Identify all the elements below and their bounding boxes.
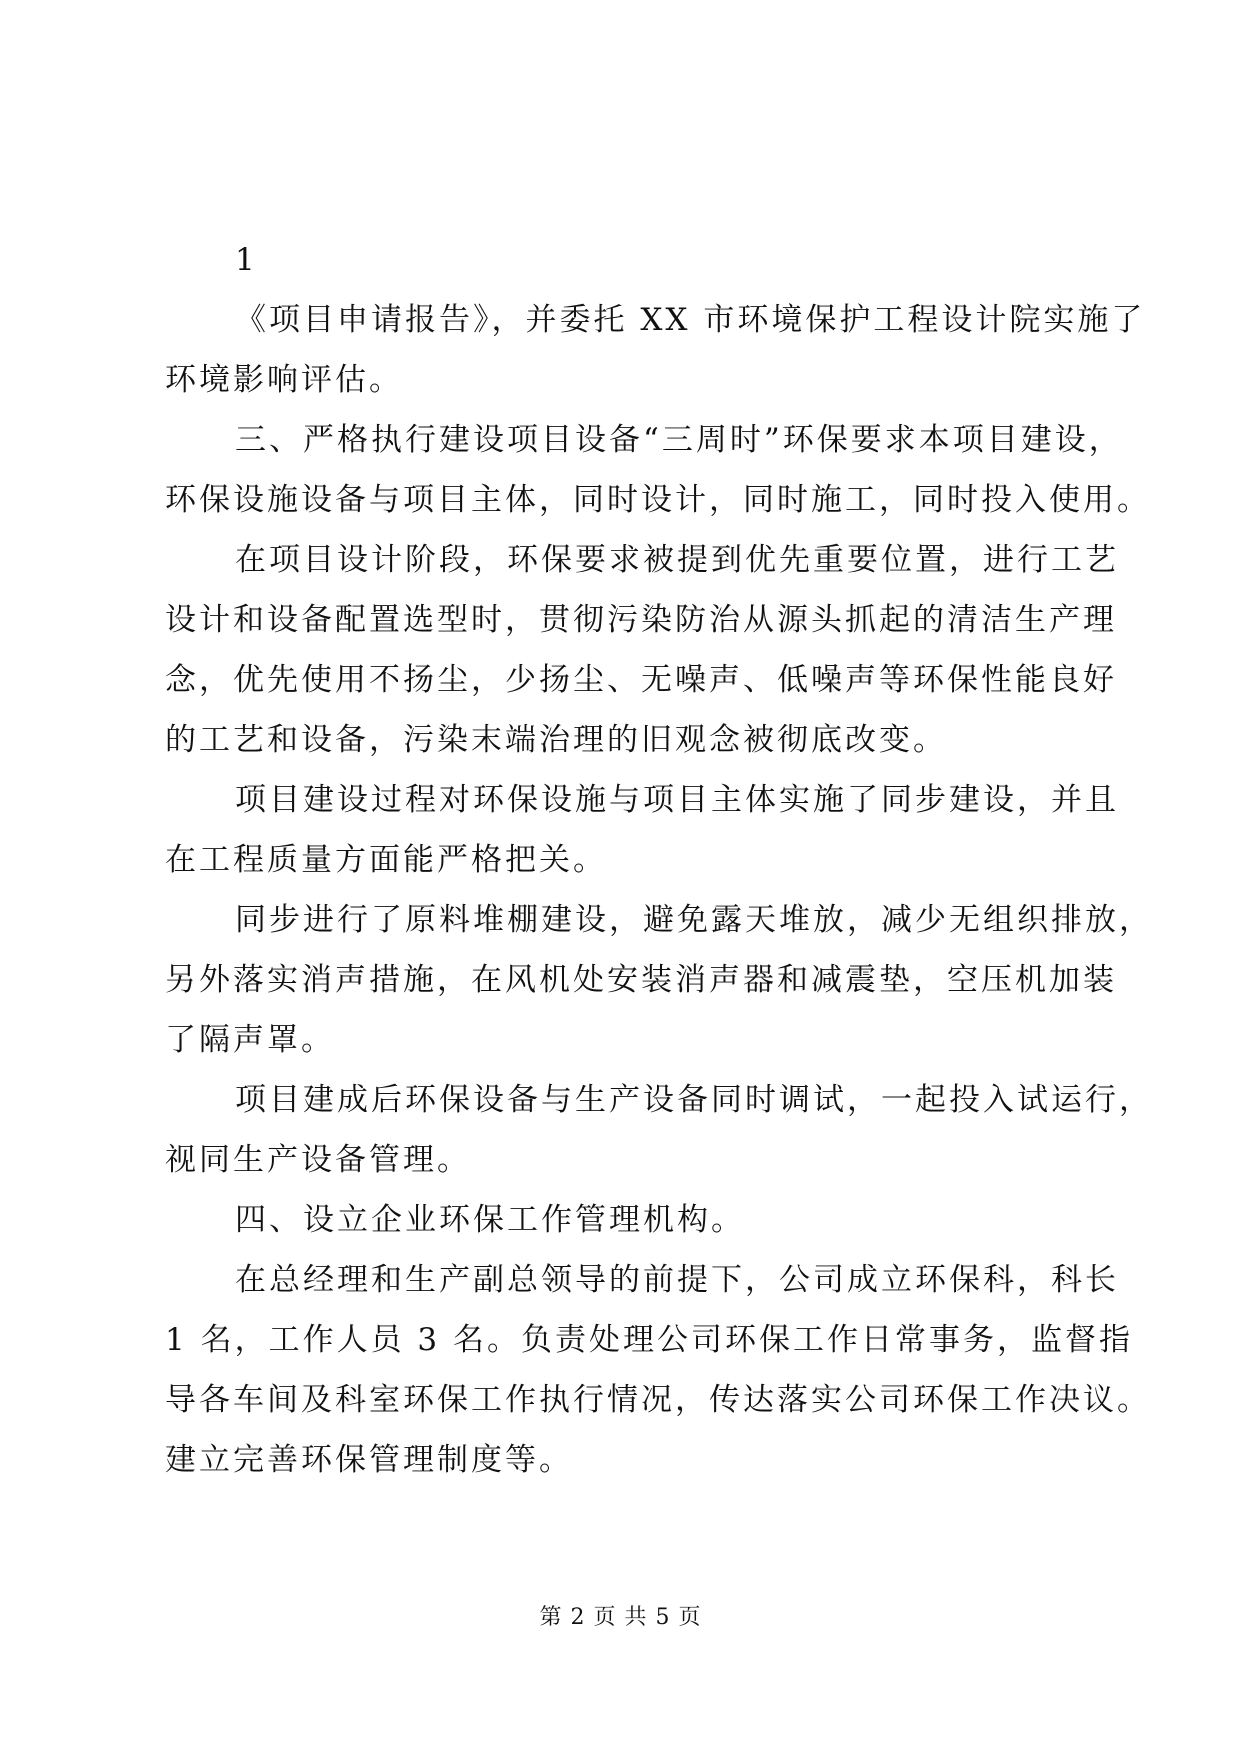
text-line: 项目建设过程对环保设施与项目主体实施了同步建设，并且 xyxy=(235,782,1119,818)
text-line: 另外落实消声措施，在风机处安装消声器和减震垫，空压机加装 xyxy=(165,962,1117,998)
text-line: 导各车间及科室环保工作执行情况，传达落实公司环保工作决议。 xyxy=(165,1382,1151,1418)
text-line: 在总经理和生产副总领导的前提下，公司成立环保科，科长 xyxy=(235,1262,1119,1298)
page-number-marker: 1 xyxy=(235,242,258,278)
text-line: 项目建成后环保设备与生产设备同时调试，一起投入试运行， xyxy=(235,1082,1153,1118)
text-line: 建立完善环保管理制度等。 xyxy=(165,1442,573,1478)
text-line: 设计和设备配置选型时，贯彻污染防治从源头抓起的清洁生产理 xyxy=(165,602,1117,638)
text-line: 在项目设计阶段，环保要求被提到优先重要位置，进行工艺 xyxy=(235,542,1119,578)
text-line: 环境影响评估。 xyxy=(165,362,403,398)
page-footer: 第 2 页 共 5 页 xyxy=(539,1605,702,1630)
section-heading: 四、设立企业环保工作管理机构。 xyxy=(235,1202,745,1238)
text-line: 念，优先使用不扬尘，少扬尘、无噪声、低噪声等环保性能良好 xyxy=(165,662,1117,698)
text-line: 环保设施设备与项目主体，同时设计，同时施工，同时投入使用。 xyxy=(165,482,1151,518)
text-line: 三、严格执行建设项目设备“三周时”环保要求本项目建设， xyxy=(235,422,1123,458)
document-body xyxy=(165,230,1153,1490)
text-line: 1 名，工作人员 3 名。负责处理公司环保工作日常事务，监督指 xyxy=(165,1322,1134,1358)
text-line: 同步进行了原料堆棚建设，避免露天堆放，减少无组织排放， xyxy=(235,902,1153,938)
text-line: 视同生产设备管理。 xyxy=(165,1142,471,1178)
text-line: 在工程质量方面能严格把关。 xyxy=(165,842,607,878)
text-line: 的工艺和设备，污染末端治理的旧观念被彻底改变。 xyxy=(165,722,947,758)
text-line: 了隔声罩。 xyxy=(165,1022,335,1058)
text-line: 《项目申请报告》，并委托 XX 市环境保护工程设计院实施了 xyxy=(235,302,1146,338)
